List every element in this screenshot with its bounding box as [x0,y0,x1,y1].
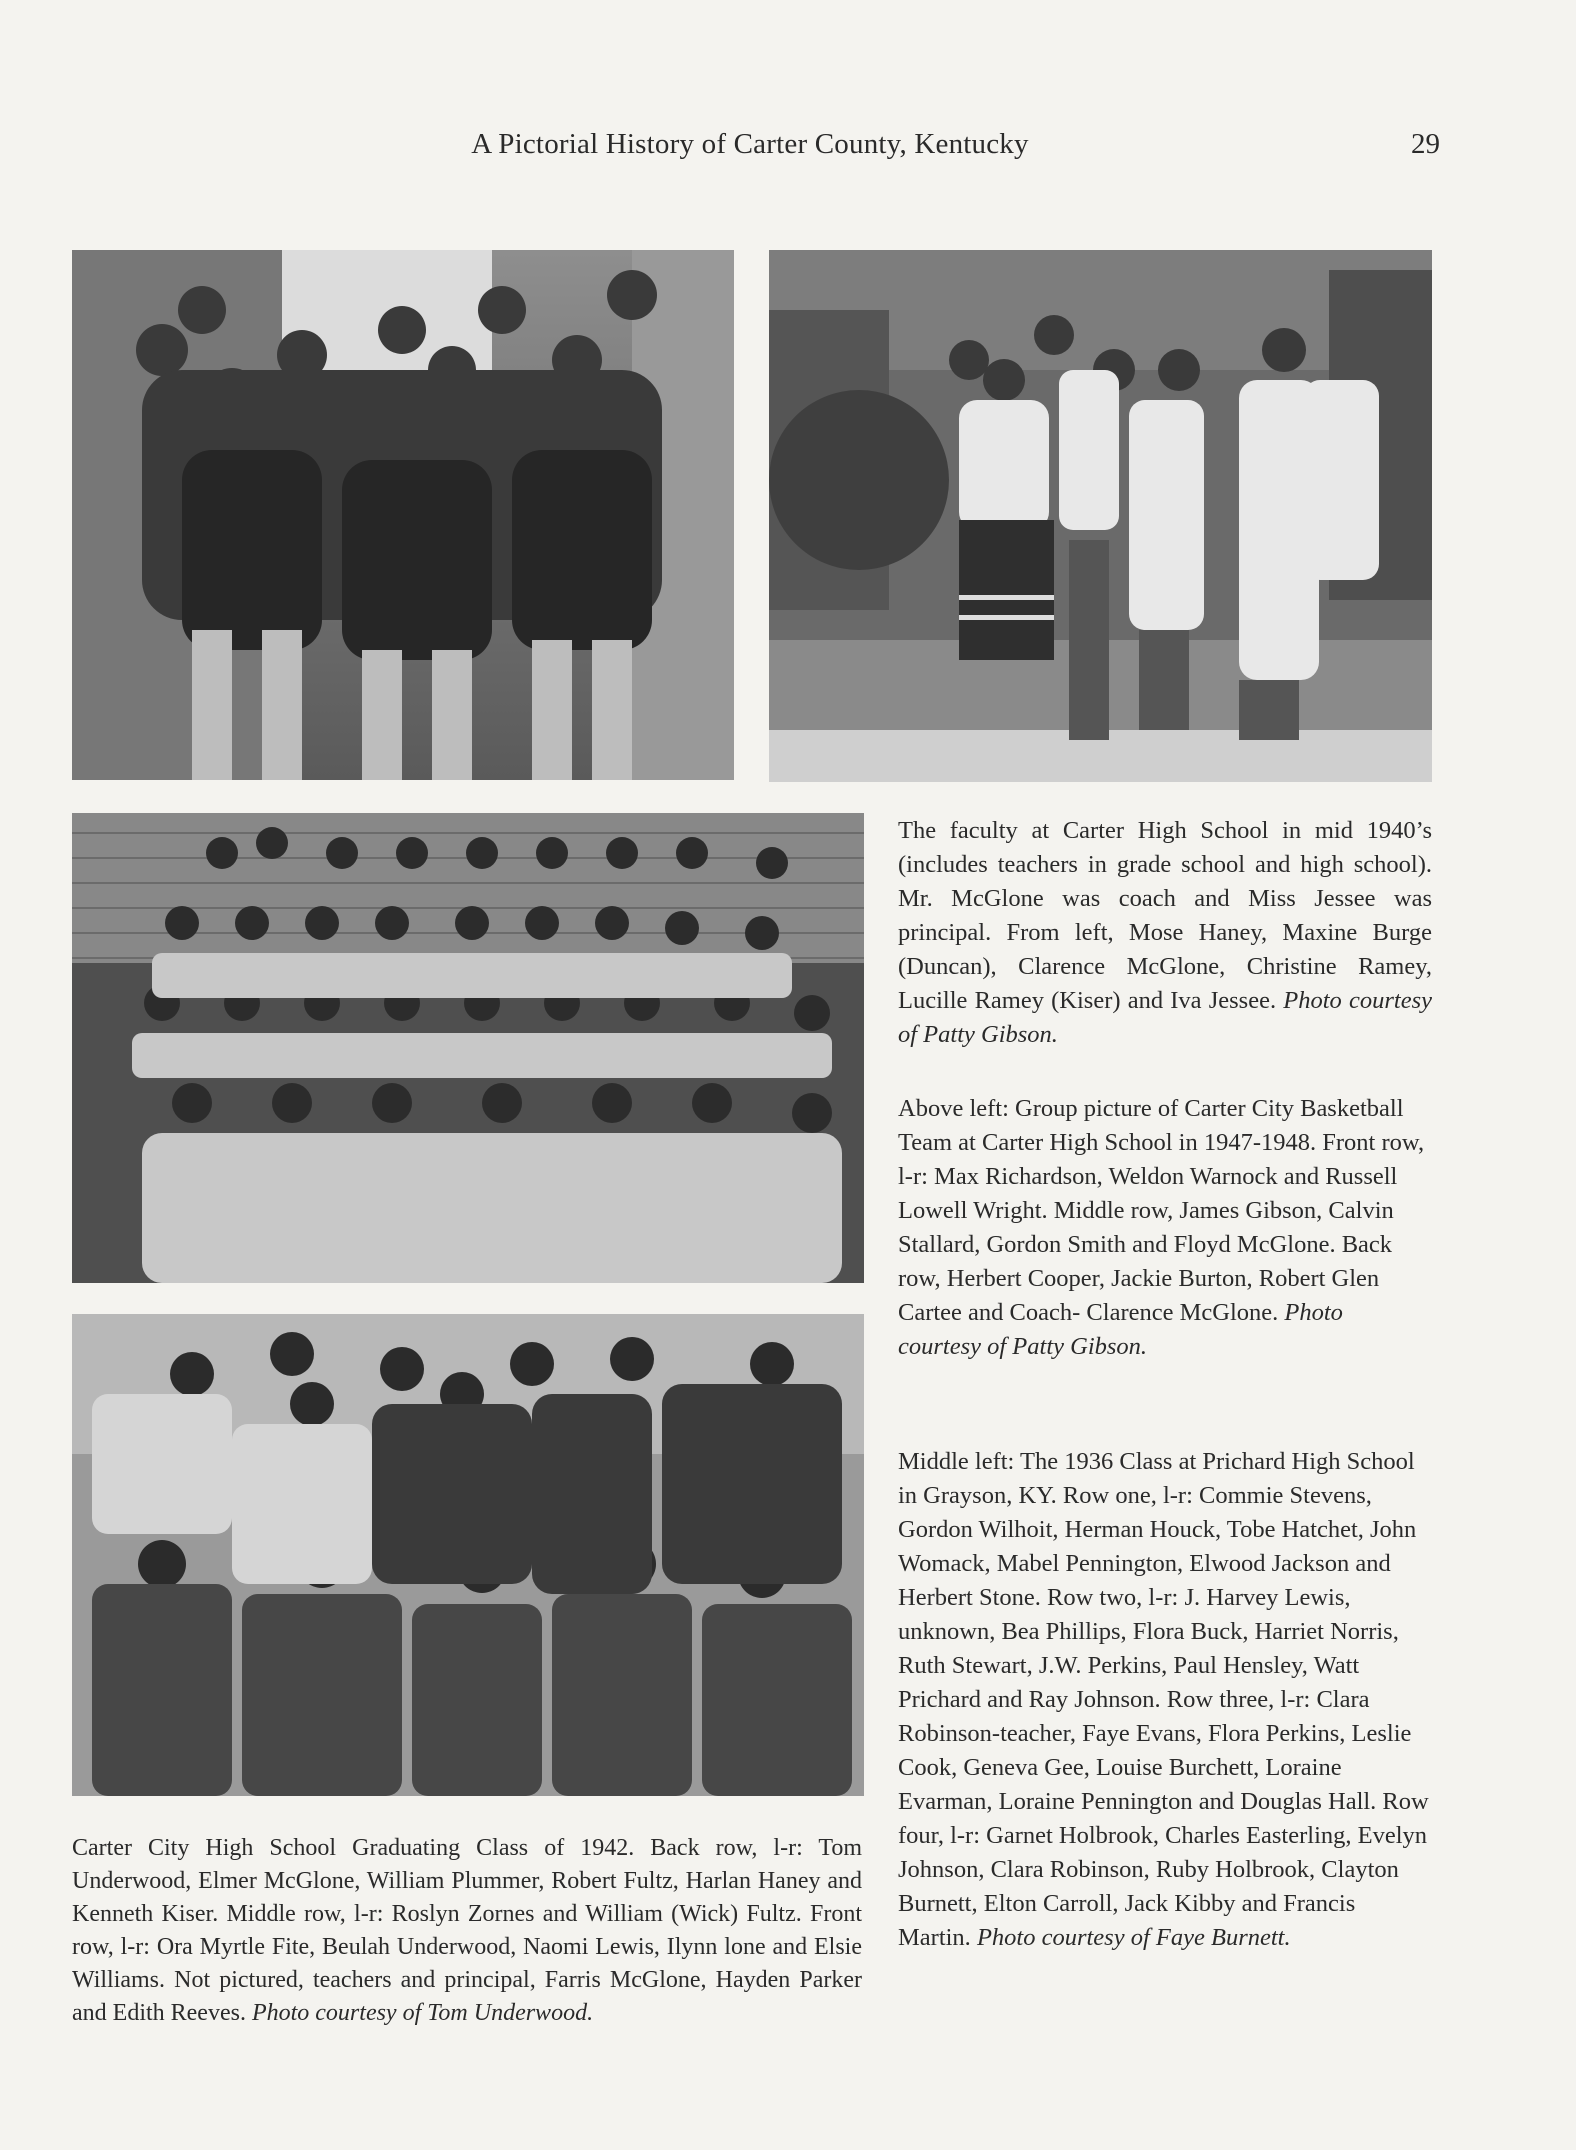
caption-basketball-credit: Photo courtesy of Patty Gibson. [898,1299,1343,1360]
caption-class-1936-text: Middle left: The 1936 Class at Prichard High School in Grayson, KY. Row one, l-r: Commie Stevens, Gordon Wilhoit, Herman Houck, Tobe Hatchet, John Womack, Mabel Pennington, Elwood Jackson and Herbert Stone. Row two, l-r: J. Harvey Lewis, unknown, Bea Phillips, Flora Buck, Harriet Norris, Ruth Stewart, J.W. Perkins, Paul Hensley, Watt Prichard and Ray Johnson. Row three, l-r: Clara Robinson-teacher, Faye Evans, Flora Perkins, Leslie Cook, Geneva Gee, Louise Burchett, Loraine Evarman, Loraine Pennington and Douglas Hall. Row four, l-r: Garnet Holbrook, Charles Easterling, Evelyn Johnson, Clara Robinson, Ruby Holbrook, Clayton Burnett, Elton Carroll, Jack Kibby and Francis Martin. [898,1448,1429,1951]
caption-basketball-text: Above left: Group picture of Carter City Basketball Team at Carter High School in 1947-1948. Front row, l-r: Max Richardson, Weldon Warnock and Russell Lowell Wright. Middle row, James Gibson, Calvin Stallard, Gordon Smith and Floyd McGlone. Back row, Herbert Cooper, Jackie Burton, Robert Glen Cartee and Coach- Clarence McGlone. [898,1095,1425,1326]
class-1936-photo [72,813,864,1283]
caption-class-1936 [898,1445,1432,1955]
running-header-title: A Pictorial History of Carter County, Kentucky [471,128,1029,160]
caption-faculty [898,814,1432,1052]
caption-faculty-text: The faculty at Carter High School in mid 1940’s (includes teachers in grade school and high school). Mr. McGlone was coach and Miss Jessee was principal. From left, Mose Haney, Maxine Burge (Duncan), Clarence McGlone, Christine Ramey, Lucille Ramey (Kiser) and Iva Jessee. [898,817,1432,1014]
caption-class-1936-credit: Photo courtesy of Faye Burnett. [976,1924,1291,1951]
basketball-team-photo [72,250,734,780]
caption-class-1942-credit: Photo courtesy of Tom Underwood. [251,2000,594,2026]
class-1942-photo [72,1314,864,1796]
caption-basketball [898,1092,1432,1364]
faculty-photo [769,250,1432,782]
caption-faculty-credit: Photo courtesy of Patty Gibson. [898,987,1432,1048]
page-number: 29 [1411,128,1440,160]
caption-class-1942 [72,1832,862,2030]
caption-class-1942-text: Carter City High School Graduating Class of 1942. Back row, l-r: Tom Underwood, Elmer McGlone, William Plummer, Robert Fultz, Harlan Haney and Kenneth Kiser. Middle row, l-r: Roslyn Zornes and William (Wick) Fultz. Front row, l-r: Ora Myrtle Fite, Beulah Underwood, Naomi Lewis, Ilynn lone and Elsie Williams. Not pictured, teachers and principal, Farris McGlone, Hayden Parker and Edith Reeves. [72,1835,862,2026]
